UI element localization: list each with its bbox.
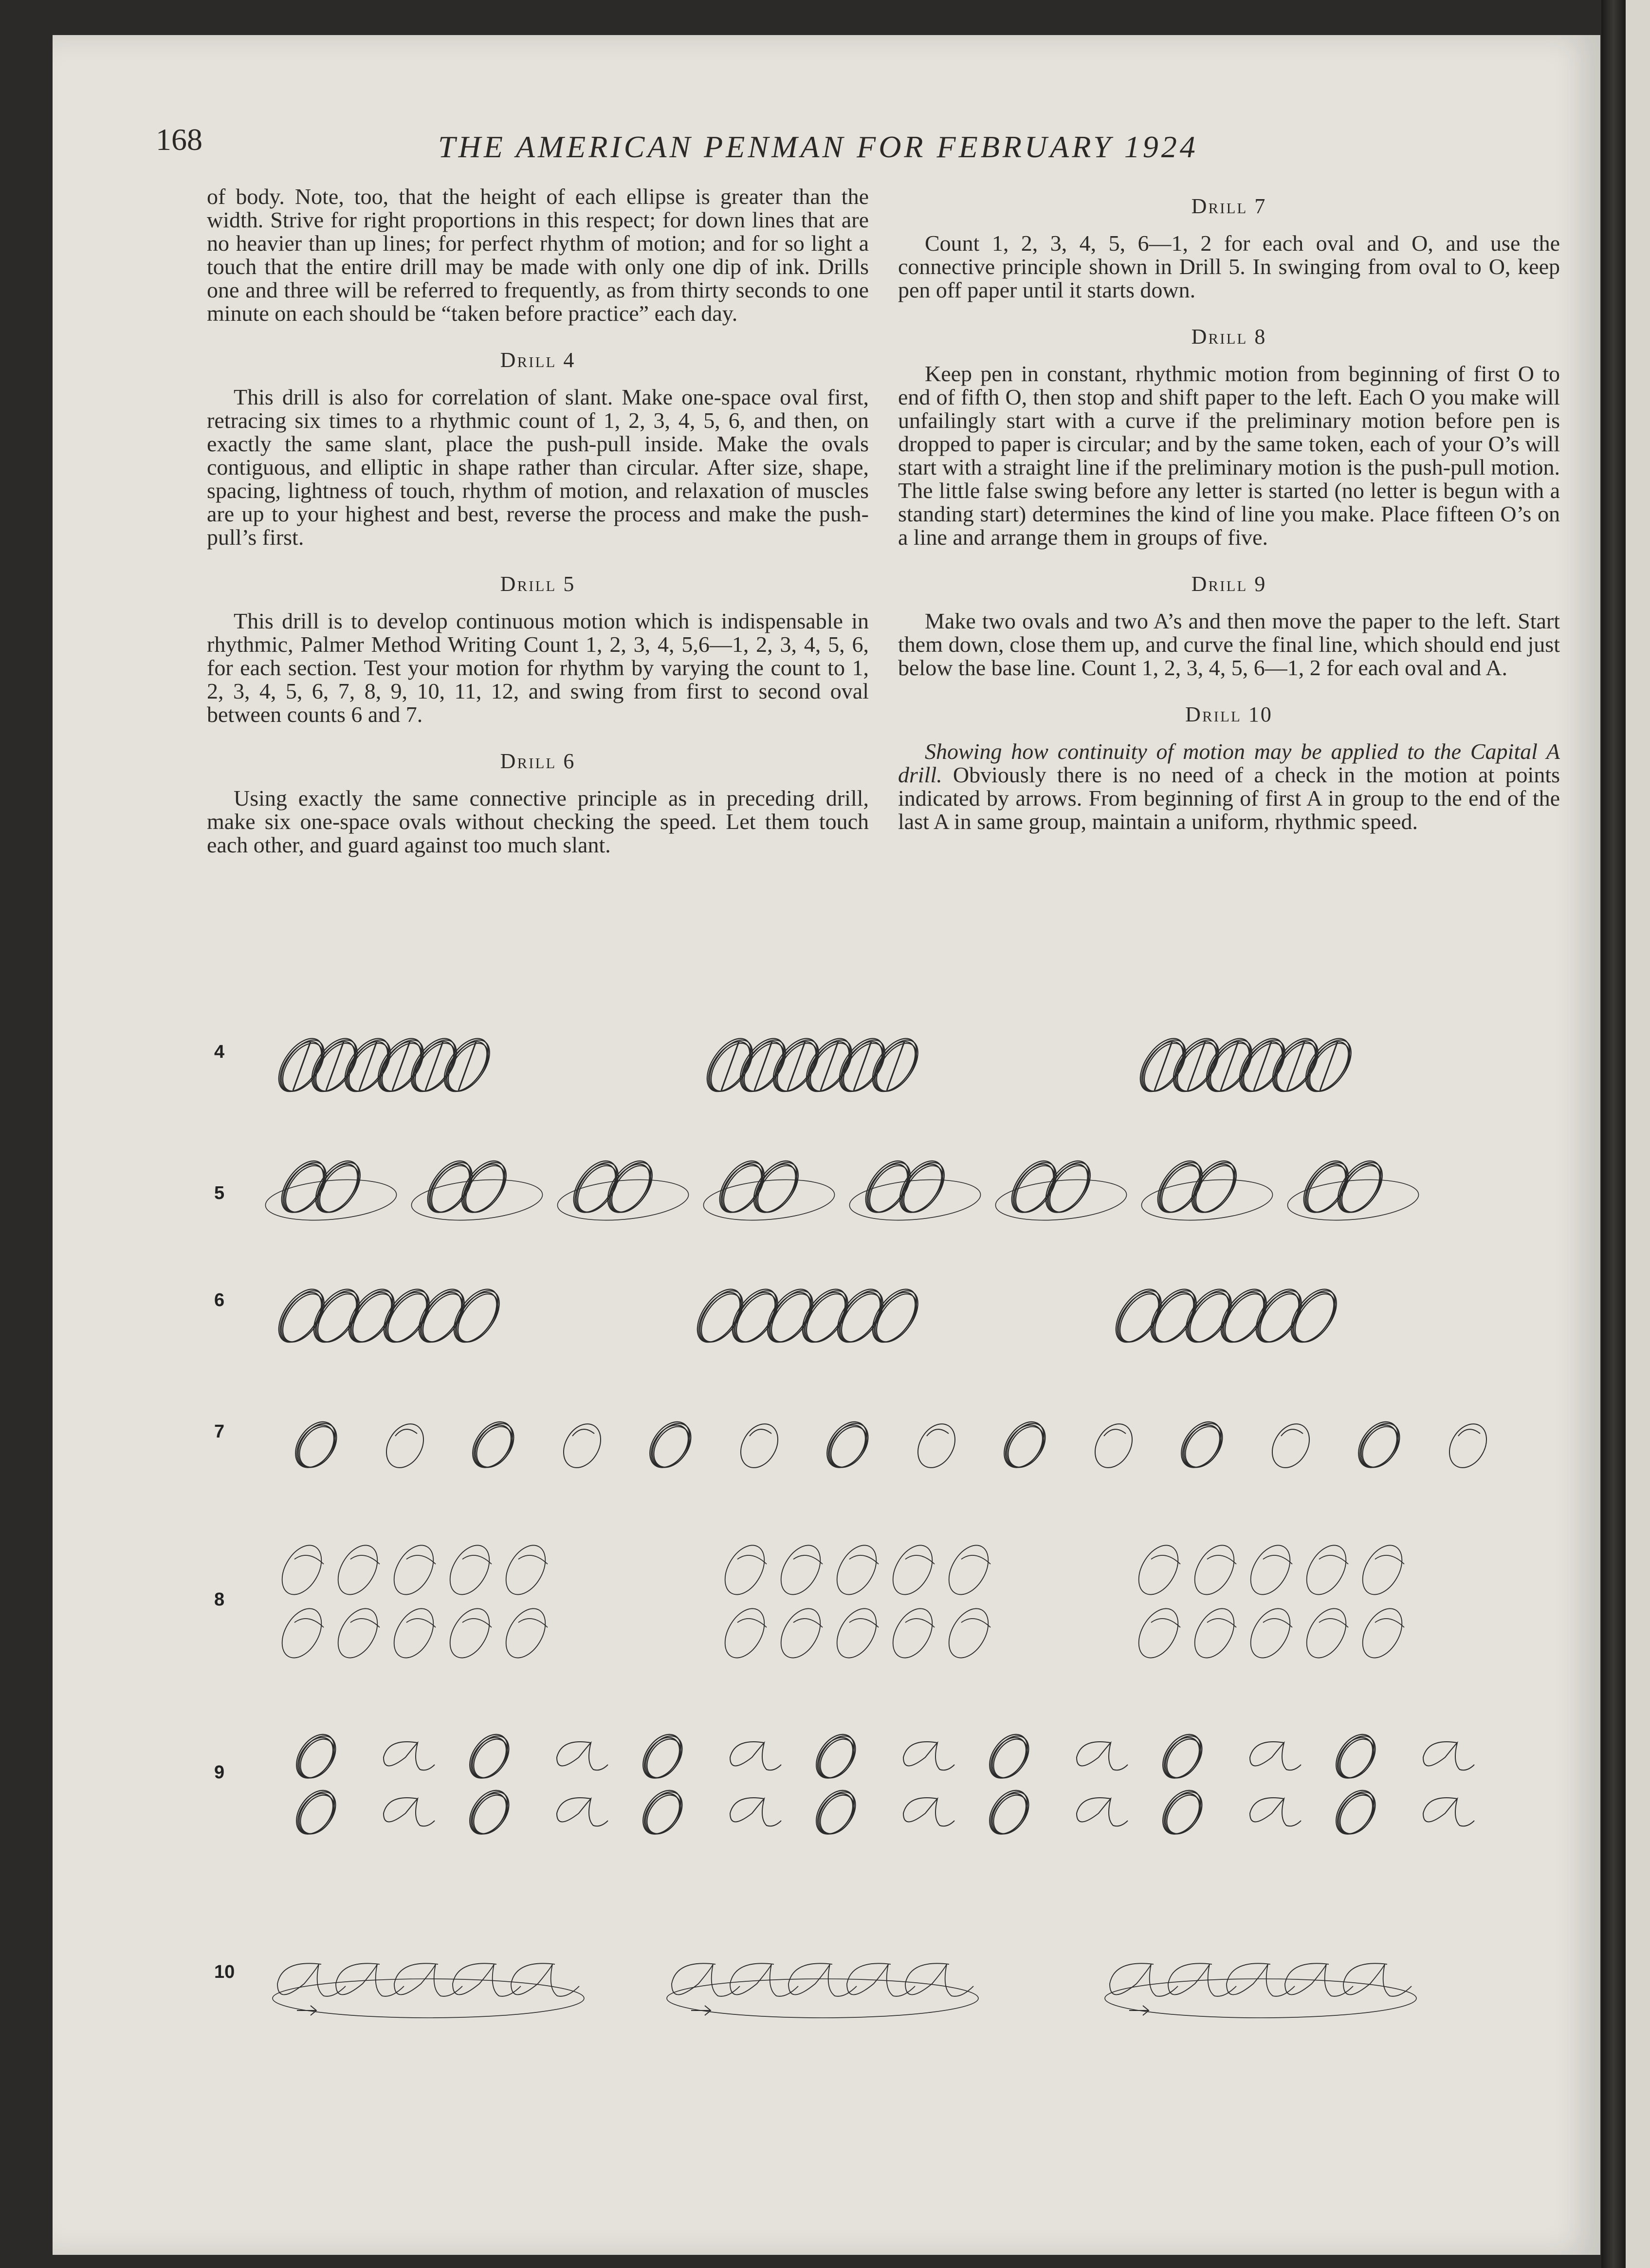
drill-8-o-loop [961, 1555, 990, 1564]
figure-label-4: 4 [214, 1042, 225, 1062]
drill-7-o-loop [1458, 1429, 1480, 1436]
drill-10-heading: Drill 10 [1185, 702, 1273, 726]
drill-7-o-loop [927, 1429, 949, 1436]
drill-7-capital-o [733, 1417, 786, 1474]
drill-9-capital-a [557, 1742, 608, 1770]
drill-7-o-loop [1281, 1429, 1303, 1436]
arrow-icon [1129, 2006, 1149, 2015]
drill-8-capital-o [1131, 1538, 1186, 1601]
drill-8-o-loop [737, 1619, 767, 1627]
drill-8-capital-o [941, 1602, 996, 1664]
drill-7-o-loop [1104, 1429, 1126, 1436]
page-number: 168 [156, 122, 202, 157]
drill-10-capital-a [511, 1963, 579, 1996]
drill-8-capital-o [941, 1538, 996, 1601]
drill-10-capital-a [788, 1963, 857, 1996]
figure-label-9: 9 [214, 1762, 225, 1783]
drill-8-o-loop [462, 1619, 492, 1627]
figure-label-8: 8 [214, 1589, 225, 1610]
drill-8-text: Keep pen in constant, rhythmic motion from beginning of first O to end of fifth O, then stop and shift paper to the left. Each O you make will unfailingly start with a curve if the preliminary motion before pen is dropped to paper is circular; and by the same token, each of your O’s will start with a straight line if the preliminary motion is the push-pull motion. The little false swing before any letter is started (no letter is begun with a standing start) determines the kind of line you make. Place fifteen O’s on a line and arrange them in groups of five. [898, 361, 1560, 550]
drill-8-capital-o [1131, 1602, 1186, 1664]
drill-7-capital-o [556, 1417, 608, 1474]
drill-8-capital-o [498, 1538, 553, 1601]
drill-9-capital-a [730, 1742, 781, 1770]
drill-9-capital-a [557, 1798, 608, 1826]
drill-4-text: This drill is also for correlation of slant. Make one-space oval first, retracing six times to a rhythmic count of 1, 2, 3, 4, 5, 6, and then, on exactly the same slant, place the push-pull inside. Make the ovals contiguous, and elliptic in shape rather than circular. After size, shape, spacing, lightness of touch, rhythm of motion, and relaxation of muscles are up to your highest and best, reverse the process and make the push-pull’s first. [207, 385, 869, 550]
drill-8-capital-o [829, 1602, 884, 1664]
drill-8-o-loop [1207, 1619, 1236, 1627]
drill-8-o-loop [294, 1555, 324, 1564]
drill-8-o-loop [1319, 1619, 1348, 1627]
drill-8-o-loop [294, 1619, 324, 1627]
drill-9-capital-a [384, 1798, 435, 1826]
drill-9-capital-a [903, 1798, 954, 1826]
drill-4-heading: Drill 4 [500, 348, 576, 372]
drill-8-o-loop [1319, 1555, 1348, 1564]
drill-8-o-loop [1207, 1555, 1236, 1564]
drill-9-capital-a [903, 1742, 954, 1770]
drill-6-heading: Drill 6 [500, 749, 576, 773]
drill-8-o-loop [406, 1555, 436, 1564]
drill-10-connecting-swing [273, 1979, 584, 2018]
drill-8-capital-o [717, 1602, 772, 1664]
drill-9-capital-a [1250, 1742, 1301, 1770]
drill-8-capital-o [442, 1538, 497, 1601]
drill-7-capital-o [1442, 1417, 1494, 1474]
drill-7-capital-o [379, 1417, 431, 1474]
drill-10-connecting-swing [667, 1979, 978, 2018]
drill-10-italic-lead: Showing how continuity of motion may be applied to the Capital A drill. [898, 739, 1560, 787]
drill-8-o-loop [905, 1555, 935, 1564]
drill-8-capital-o [1243, 1538, 1298, 1601]
drill-8-o-loop [1375, 1555, 1404, 1564]
drill-8-capital-o [829, 1538, 884, 1601]
drill-8-o-loop [518, 1555, 548, 1564]
drill-8-capital-o [773, 1538, 828, 1601]
drill-7-capital-o [911, 1417, 963, 1474]
drill-8-o-loop [350, 1619, 380, 1627]
drill-8-capital-o [498, 1602, 553, 1664]
drill-8-capital-o [1187, 1602, 1242, 1664]
drill-9-capital-a [730, 1798, 781, 1826]
drill-8-capital-o [386, 1602, 441, 1664]
drill-8-capital-o [1355, 1538, 1410, 1601]
drill-9-text: Make two ovals and two A’s and then move the paper to the left. Start them down, close them up, and curve the final line, which should end just below the base line. Count 1, 2, 3, 4, 5, 6—1, 2 for each oval and A. [898, 608, 1560, 680]
drill-5-text: This drill is to develop continuous motion which is indispensable in rhythmic, Palmer Method Writing Count 1, 2, 3, 4, 5,6—1, 2, 3, 4, 5, 6, for each section. Test your motion for rhythm by varying the count to 1, 2, 3, 4, 5, 6, 7, 8, 9, 10, 11, 12, and swing from first to second oval between counts 6 and 7. [207, 608, 869, 727]
drill-7-o-loop [750, 1429, 771, 1436]
drill-10-capital-a [1343, 1963, 1412, 1996]
drill-8-o-loop [793, 1619, 823, 1627]
drill-8-o-loop [849, 1619, 879, 1627]
drill-9-capital-a [1423, 1742, 1474, 1770]
figure-label-6: 6 [214, 1290, 225, 1310]
drill-7-capital-o [1088, 1417, 1140, 1474]
drill-8-capital-o [1299, 1602, 1354, 1664]
drill-8-o-loop [1151, 1555, 1180, 1564]
drill-9-capital-a [1250, 1798, 1301, 1826]
drill-8-capital-o [274, 1538, 330, 1601]
running-head: THE AMERICAN PENMAN FOR FEBRUARY 1924 [438, 129, 1198, 164]
drill-8-o-loop [905, 1619, 935, 1627]
drill-9-capital-a [1423, 1798, 1474, 1826]
drill-10-body: Obviously there is no need of a check in the motion at points indicated by arrows. From beginning of first A in group to the end of the last A in same group, maintain a uniform, rhythmic speed. [898, 762, 1560, 834]
drill-10-connecting-swing [1105, 1979, 1416, 2018]
drill-8-capital-o [330, 1602, 385, 1664]
drill-10-capital-a [672, 1963, 740, 1996]
drill-9-capital-a [1077, 1742, 1128, 1770]
drill-10-capital-a [1227, 1963, 1295, 1996]
drill-8-o-loop [961, 1619, 990, 1627]
drill-8-capital-o [885, 1602, 940, 1664]
drill-9-capital-a [1077, 1798, 1128, 1826]
drill-10-capital-a [905, 1963, 973, 1996]
figure-label-10: 10 [214, 1962, 235, 1982]
drill-8-o-loop [462, 1555, 492, 1564]
drill-8-capital-o [773, 1602, 828, 1664]
drill-8-o-loop [793, 1555, 823, 1564]
drill-8-o-loop [518, 1619, 548, 1627]
drill-8-o-loop [1263, 1555, 1292, 1564]
drill-8-o-loop [1151, 1619, 1180, 1627]
drill-10-capital-a [394, 1963, 462, 1996]
drill-7-o-loop [572, 1429, 594, 1436]
figure-label-7: 7 [214, 1421, 225, 1442]
drill-8-capital-o [1355, 1602, 1410, 1664]
drill-8-o-loop [1375, 1619, 1404, 1627]
drill-8-o-loop [406, 1619, 436, 1627]
drill-7-capital-o [1265, 1417, 1317, 1474]
drill-8-capital-o [330, 1538, 385, 1601]
figure-label-5: 5 [214, 1183, 225, 1203]
drill-7-text: Count 1, 2, 3, 4, 5, 6—1, 2 for each oval and O, and use the connective principle shown in Drill 5. In swinging from oval to O, keep pen off paper until it starts down. [898, 231, 1560, 302]
drill-10-capital-a [277, 1963, 346, 1996]
drill-9-heading: Drill 9 [1191, 572, 1267, 596]
drill-8-capital-o [442, 1602, 497, 1664]
drill-7-heading: Drill 7 [1191, 194, 1267, 218]
drill-8-o-loop [849, 1555, 879, 1564]
intro-paragraph: of body. Note, too, that the height of each ellipse is greater than the width. Strive for right proportions in this respect; for down lines that are no heavier than up lines; for perfect rhythm of motion; and for so light a touch that the entire drill may be made with only one dip of ink. Drills one and three will be referred to frequently, as from thirty seconds to one minute on each should be “taken before practice” each day. [207, 184, 869, 326]
drill-9-capital-a [384, 1742, 435, 1770]
drill-8-capital-o [885, 1538, 940, 1601]
drill-10-capital-a [1110, 1963, 1178, 1996]
drill-8-capital-o [1187, 1538, 1242, 1601]
arrow-icon [691, 2006, 711, 2015]
drill-8-o-loop [737, 1555, 767, 1564]
drill-5-heading: Drill 5 [500, 572, 576, 596]
drill-8-capital-o [717, 1538, 772, 1601]
drill-8-capital-o [1243, 1602, 1298, 1664]
drill-8-heading: Drill 8 [1191, 325, 1267, 349]
drill-8-capital-o [274, 1602, 330, 1664]
drill-8-o-loop [1263, 1619, 1292, 1627]
arrow-icon [297, 2006, 316, 2015]
drill-7-o-loop [395, 1429, 417, 1436]
drill-8-o-loop [350, 1555, 380, 1564]
drill-6-text: Using exactly the same connective principle as in preceding drill, make six one-space ovals without checking the speed. Let them touch each other, and guard against too much slant. [207, 786, 869, 857]
drill-8-capital-o [1299, 1538, 1354, 1601]
drill-8-capital-o [386, 1538, 441, 1601]
